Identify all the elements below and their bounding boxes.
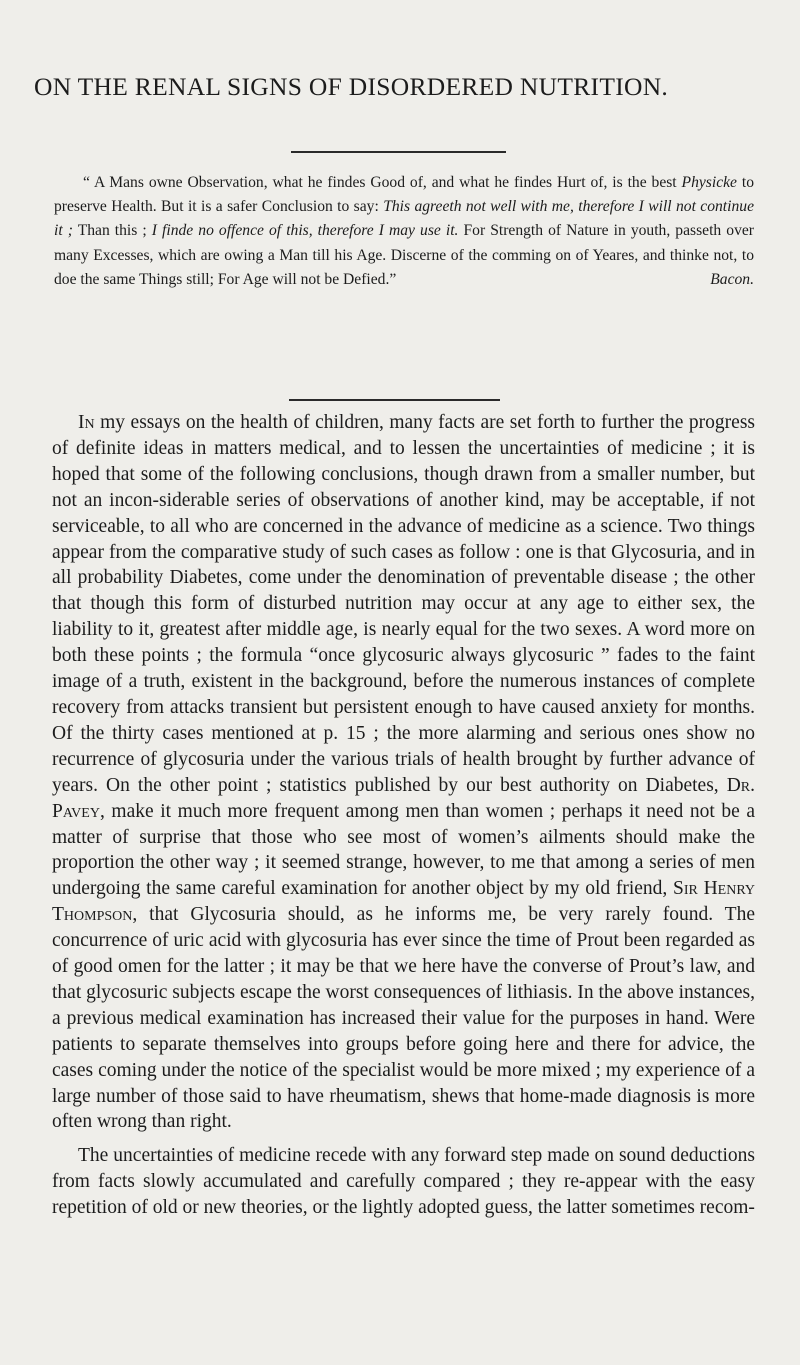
epigraph-text-2: to preserve Health. But it is a safer Conclusion to say:	[54, 174, 755, 216]
paragraph-1	[52, 410, 755, 1135]
epigraph-quote	[54, 171, 754, 292]
epigraph-text-4: For Strength of Nature in youth, passeth over many Excesses, which are owing a Man till his Age. Discerne of the comming on of Yeares, and thinke not, to doe the same Things still; For Age will not be Defied.”	[54, 222, 754, 288]
top-divider	[291, 151, 506, 153]
epigraph-attribution: Bacon.	[710, 270, 754, 288]
epigraph-italic-1: This agreeth not well with me, therefore I will not continue it ;	[54, 198, 754, 240]
paragraph-1-text-b: , make it much more frequent among men than women ; perhaps it need not be a matter of surprise that those who see most of women’s ailments should make the proportion the other way ; it seemed strange, however, to me that among a series of men undergoing the same careful examination for another object by my old friend,	[52, 800, 755, 900]
epigraph-text-3: Than this ;	[72, 222, 152, 240]
body-text	[52, 410, 755, 1221]
name-thompson: Sir Henry Thompson	[52, 878, 756, 926]
epigraph-divider	[289, 399, 500, 401]
paragraph-1-text-a: my essays on the health of children, many facts are set forth to further the progress of definite ideas in matters medical, and to lessen the uncertainties of medicine ; it is hoped that some of the following conclusions, though drawn from a smaller number, but not an incon-siderable series of observations of another kind, may be acceptable, if not serviceable, to all who are concerned in the advance of medicine as a science. Two things appear from the comparative study of such cases as follow : one is that Glycosuria, and in all probability Diabetes, come under the denomination of preventable disease ; the other that though this form of disturbed nutrition may occur at any age to either sex, the liability to it, greatest after middle age, is nearly equal for the two sexes. A word more on both these points ; the formula “once glycosuric always glycosuric ” fades to the faint image of a truth, existent in the background, before the numerous instances of complete recovery from attacks transient but persistent enough to have caused anxiety for months. Of the thirty cases mentioned at p. 15 ; the more alarming and serious ones show no recurrence of glycosuria under the various trials of health brought by further advance of years. On the other point ; statistics published by our best authority on Diabetes,	[52, 412, 755, 796]
paragraph-1-first-word: In	[78, 412, 95, 433]
paragraph-1-text-c: , that Glycosuria should, as he informs me, be very rarely found. The concurrence of uric acid with glycosuria has ever since the time of Prout been regarded as of good omen for the latter ; it may be that we here have the converse of Prout’s law, and that glycosuric subjects escape the worst consequences of lithiasis. In the above instances, a previous medical examination has increased their value for the purposes in hand. Were patients to separate themselves into groups before going here and there for advice, the cases coming under the notice of the specialist would be more mixed ; my experience of a large number of those said to have rheumatism, shews that home-made diagnosis is more often wrong than right.	[52, 904, 755, 1133]
epigraph-text-1: “ A Mans owne Observation, what he findes Good of, and what he findes Hurt of, is the best	[83, 174, 682, 191]
name-pavey: Dr. Pavey	[52, 774, 755, 822]
paragraph-2: The uncertainties of medicine recede with any forward step made on sound deductions from facts slowly accumulated and carefully compared ; they re-appear with the easy repetition of old or new theories, or the lightly adopted guess, the latter sometimes recom-	[52, 1145, 755, 1219]
epigraph-physicke: Physicke	[681, 174, 737, 191]
page-heading: ON THE RENAL SIGNS OF DISORDERED NUTRITION.	[34, 72, 669, 101]
epigraph-italic-2: I finde no offence of this, therefore I may use it.	[151, 222, 459, 240]
